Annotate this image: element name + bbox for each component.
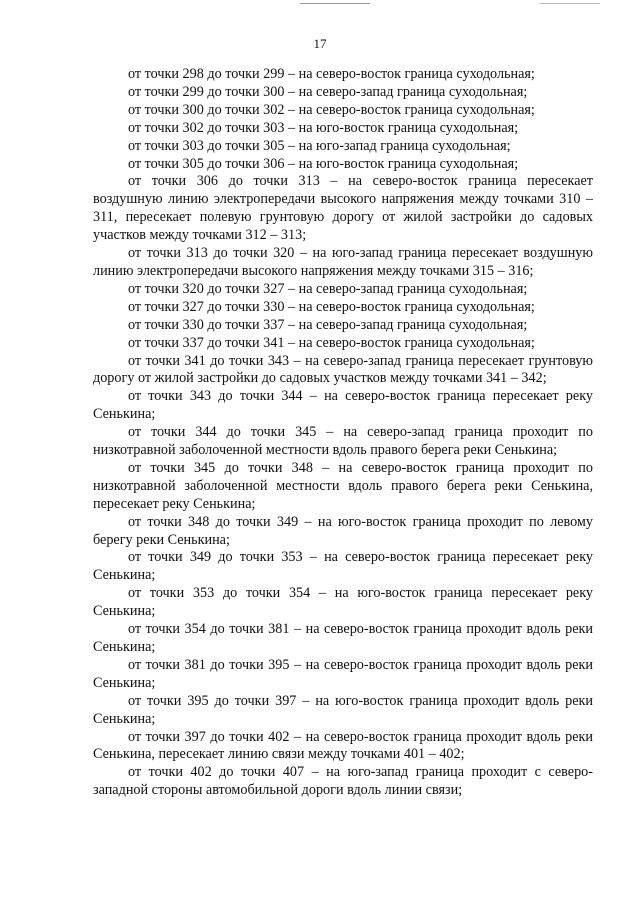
scan-top-marks (0, 0, 640, 6)
paragraph: от точки 327 до точки 330 – на северо-восток граница суходольная; (128, 298, 535, 315)
paragraph: от точки 303 до точки 305 – на юго-запад граница суходольная; (128, 137, 511, 154)
paragraph: от точки 313 до точки 320 – на юго-запад граница пересекает воздушную линию электропередачи высокого напряжения между точками 315 – 316; (93, 245, 593, 279)
paragraph: от точки 320 до точки 327 – на северо-запад граница суходольная; (128, 280, 528, 297)
paragraph: от точки 348 до точки 349 – на юго-восток граница проходит по левому берегу реки Сенькина; (93, 513, 593, 548)
paragraph: от точки 298 до точки 299 – на северо-восток граница суходольная; (128, 66, 535, 82)
paragraph: от точки 354 до точки 381 – на северо-восток граница проходит вдоль реки Сенькина; (93, 621, 593, 655)
paragraph: от точки 381 до точки 395 – на северо-восток граница проходит вдоль реки Сенькина; (93, 656, 593, 691)
paragraph: от точки 344 до точки 345 – на северо-запад граница проходит по низкотравной заболоченной местности вдоль правого берега реки Сенькина; (93, 424, 593, 459)
document-body (93, 66, 593, 800)
paragraph: от точки 395 до точки 397 – на юго-восток граница проходит вдоль реки Сенькина; (93, 692, 593, 727)
scan-mark (540, 3, 600, 4)
paragraph: от точки 397 до точки 402 – на северо-восток граница проходит вдоль реки Сенькина, пересекает линию связи между точками 401 – 402; (93, 728, 593, 763)
paragraph: от точки 305 до точки 306 – на юго-восток граница суходольная; (128, 155, 519, 172)
paragraph: от точки 345 до точки 348 – на северо-восток граница проходит по низкотравной заболоченной местности вдоль правого берега реки Сенькина, пересекает реку Сенькина; (93, 459, 593, 512)
paragraph: от точки 300 до точки 302 – на северо-восток граница суходольная; (128, 101, 535, 118)
scan-mark (300, 3, 370, 4)
page-number: 17 (313, 36, 327, 51)
paragraph: от точки 330 до точки 337 – на северо-запад граница суходольная; (128, 316, 528, 333)
paragraph: от точки 341 до точки 343 – на северо-запад граница пересекает грунтовую дорогу от жилой застройки до садовых участков между точками 341 – 342; (93, 352, 593, 387)
paragraph: от точки 349 до точки 353 – на северо-восток граница пересекает реку Сенькина; (93, 549, 593, 584)
paragraph: от точки 302 до точки 303 – на юго-восток граница суходольная; (128, 119, 519, 136)
paragraph: от точки 343 до точки 344 – на северо-восток граница пересекает реку Сенькина; (93, 388, 593, 423)
paragraph: от точки 337 до точки 341 – на северо-восток граница суходольная; (128, 334, 535, 351)
paragraph: от точки 402 до точки 407 – на юго-запад граница проходит с северо-западной стороны автомобильной дороги вдоль линии связи; (93, 764, 593, 799)
paragraph: от точки 353 до точки 354 – на юго-восток граница пересекает реку Сенькина; (93, 585, 593, 620)
paragraph: от точки 299 до точки 300 – на северо-запад граница суходольная; (128, 83, 528, 100)
paragraph: от точки 306 до точки 313 – на северо-восток граница пересекает воздушную линию электропередачи высокого напряжения между точками 310 – 311, пересекает полевую грунтовую дорогу от жилой застройки до садовых участков между точками 312 – 313; (93, 173, 593, 244)
